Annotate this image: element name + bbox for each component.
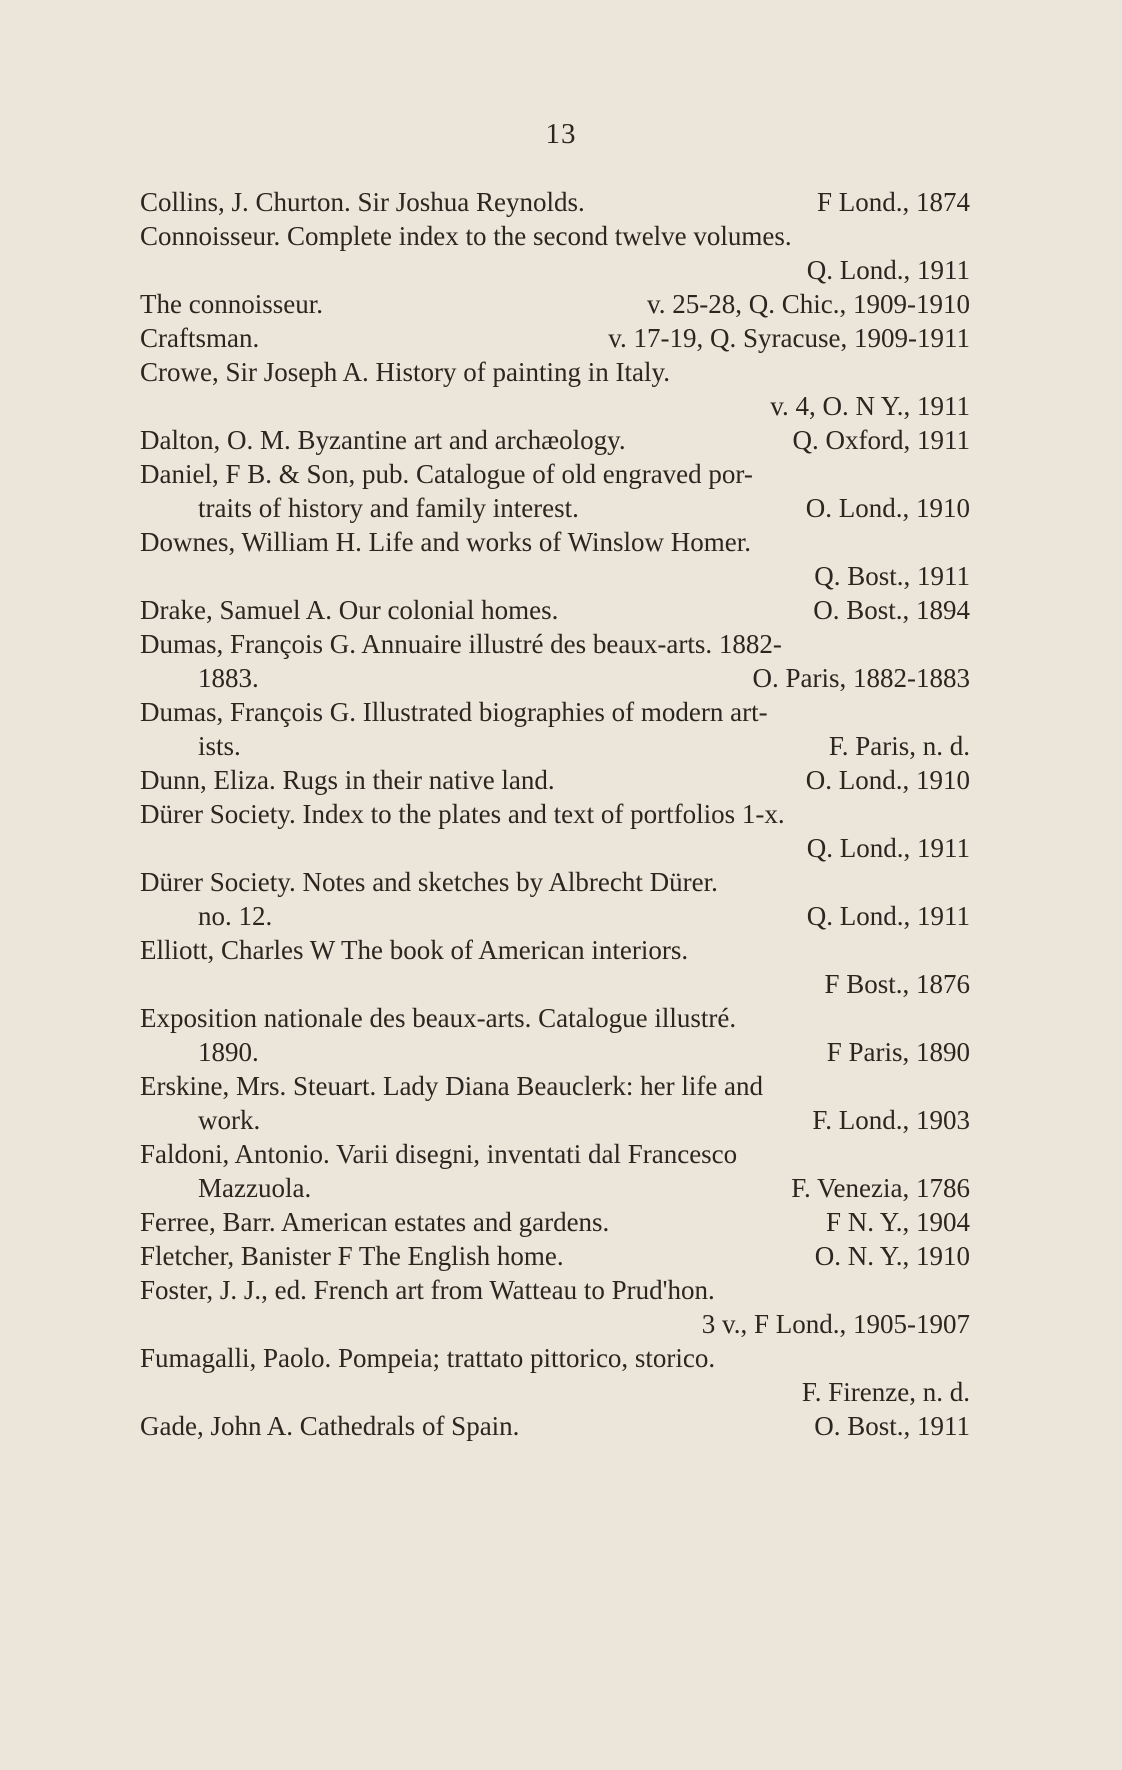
entry-text: Fumagalli, Paolo. Pompeia; trattato pittorico, storico. xyxy=(140,1343,716,1373)
entry-line xyxy=(140,321,970,355)
entry-imprint: v. 25-28, Q. Chic., 1909-1910 xyxy=(647,289,970,319)
entry-imprint: O. N. Y., 1910 xyxy=(814,1241,970,1271)
entry-imprint: O. Lond., 1910 xyxy=(805,493,970,523)
entry-line xyxy=(140,491,970,525)
entry-imprint: Q. Lond., 1911 xyxy=(806,255,970,285)
entry-text: 1890. xyxy=(198,1037,259,1067)
entry-text: Collins, J. Churton. Sir Joshua Reynolds. xyxy=(140,187,585,217)
entry-imprint: O. Lond., 1910 xyxy=(805,765,970,795)
entry-text: Drake, Samuel A. Our colonial homes. xyxy=(140,595,559,625)
entry-line xyxy=(140,627,970,661)
entry-imprint: F Lond., 1874 xyxy=(816,187,970,217)
entry-line xyxy=(140,1137,970,1171)
page-number: 13 xyxy=(545,118,577,150)
entry-imprint: O. Bost., 1894 xyxy=(813,595,970,625)
entry-text: Dumas, François G. Illustrated biographies of modern art- xyxy=(140,697,768,727)
entry-text: Crowe, Sir Joseph A. History of painting in Italy. xyxy=(140,357,670,387)
entry-text: Dunn, Eliza. Rugs in their native land. xyxy=(140,765,555,795)
entry-imprint: Q. Lond., 1911 xyxy=(806,901,970,931)
entry-line xyxy=(140,967,970,1001)
entry-imprint: v. 17-19, Q. Syracuse, 1909-1911 xyxy=(608,323,970,353)
entry-text: Dumas, François G. Annuaire illustré des beaux-arts. 1882- xyxy=(140,629,782,659)
entry-text: Elliott, Charles W The book of American interiors. xyxy=(140,935,689,965)
entry-text: Faldoni, Antonio. Varii disegni, inventati dal Francesco xyxy=(140,1139,738,1169)
entry-imprint: F. Firenze, n. d. xyxy=(801,1377,970,1407)
entry-imprint: v. 4, O. N Y., 1911 xyxy=(770,391,970,421)
entry-line xyxy=(140,1239,970,1273)
entry-imprint: Q. Bost., 1911 xyxy=(814,561,970,591)
entry-line xyxy=(140,219,970,253)
entry-text: The connoisseur. xyxy=(140,289,323,319)
entry-text: work. xyxy=(198,1105,261,1135)
entry-text: 1883. xyxy=(198,663,259,693)
entry-text: Daniel, F B. & Son, pub. Catalogue of old engraved por- xyxy=(140,459,753,489)
entry-line xyxy=(140,695,970,729)
entry-imprint: Q. Lond., 1911 xyxy=(806,833,970,863)
entry-line xyxy=(140,423,970,457)
entry-text: traits of history and family interest. xyxy=(198,493,579,523)
entry-imprint: O. Bost., 1911 xyxy=(814,1411,970,1441)
entry-text: Mazzuola. xyxy=(198,1173,312,1203)
entry-line xyxy=(140,831,970,865)
entry-line xyxy=(140,389,970,423)
entry-line xyxy=(140,763,970,797)
entry-line xyxy=(140,1341,970,1375)
entry-line xyxy=(140,1205,970,1239)
entry-imprint: F Paris, 1890 xyxy=(826,1037,970,1067)
entry-line xyxy=(140,1409,970,1443)
entry-line xyxy=(140,253,970,287)
entry-line xyxy=(140,1273,970,1307)
entry-line xyxy=(140,933,970,967)
entry-line xyxy=(140,1001,970,1035)
entry-imprint: F. Venezia, 1786 xyxy=(791,1173,970,1203)
entry-text: Downes, William H. Life and works of Winslow Homer. xyxy=(140,527,751,557)
entry-imprint: F. Paris, n. d. xyxy=(828,731,970,761)
entry-text: Dürer Society. Notes and sketches by Albrecht Dürer. xyxy=(140,867,718,897)
entry-line xyxy=(140,1069,970,1103)
entry-text: no. 12. xyxy=(198,901,273,931)
entry-text: ists. xyxy=(198,731,241,761)
entry-line xyxy=(140,729,970,763)
entry-text: Erskine, Mrs. Steuart. Lady Diana Beauclerk: her life and xyxy=(140,1071,764,1101)
entry-line xyxy=(140,1375,970,1409)
entry-text: Exposition nationale des beaux-arts. Catalogue illustré. xyxy=(140,1003,737,1033)
entry-line xyxy=(140,1035,970,1069)
entry-line xyxy=(140,1307,970,1341)
entry-imprint: O. Paris, 1882-1883 xyxy=(752,663,970,693)
entry-text: Gade, John A. Cathedrals of Spain. xyxy=(140,1411,520,1441)
entry-text: Dürer Society. Index to the plates and text of portfolios 1-x. xyxy=(140,799,785,829)
entry-text: Foster, J. J., ed. French art from Watteau to Prud'hon. xyxy=(140,1275,715,1305)
entry-imprint: F. Lond., 1903 xyxy=(812,1105,970,1135)
entry-line xyxy=(140,865,970,899)
entry-text: Craftsman. xyxy=(140,323,260,353)
entry-line xyxy=(140,1171,970,1205)
entry-imprint: Q. Oxford, 1911 xyxy=(792,425,970,455)
entry-line xyxy=(140,355,970,389)
entry-imprint: F N. Y., 1904 xyxy=(825,1207,970,1237)
entry-line xyxy=(140,457,970,491)
entry-line xyxy=(140,797,970,831)
entry-line xyxy=(140,1103,970,1137)
entry-text: Ferree, Barr. American estates and gardens. xyxy=(140,1207,610,1237)
bibliography-list xyxy=(140,185,970,1443)
entry-line xyxy=(140,899,970,933)
entry-imprint: F Bost., 1876 xyxy=(824,969,970,999)
entry-text: Fletcher, Banister F The English home. xyxy=(140,1241,564,1271)
entry-line xyxy=(140,559,970,593)
entry-text: Dalton, O. M. Byzantine art and archæology. xyxy=(140,425,626,455)
entry-line xyxy=(140,287,970,321)
entry-line xyxy=(140,661,970,695)
entry-line xyxy=(140,525,970,559)
entry-line xyxy=(140,593,970,627)
entry-text: Connoisseur. Complete index to the second twelve volumes. xyxy=(140,221,792,251)
entry-imprint: 3 v., F Lond., 1905-1907 xyxy=(701,1309,970,1339)
entry-line xyxy=(140,185,970,219)
